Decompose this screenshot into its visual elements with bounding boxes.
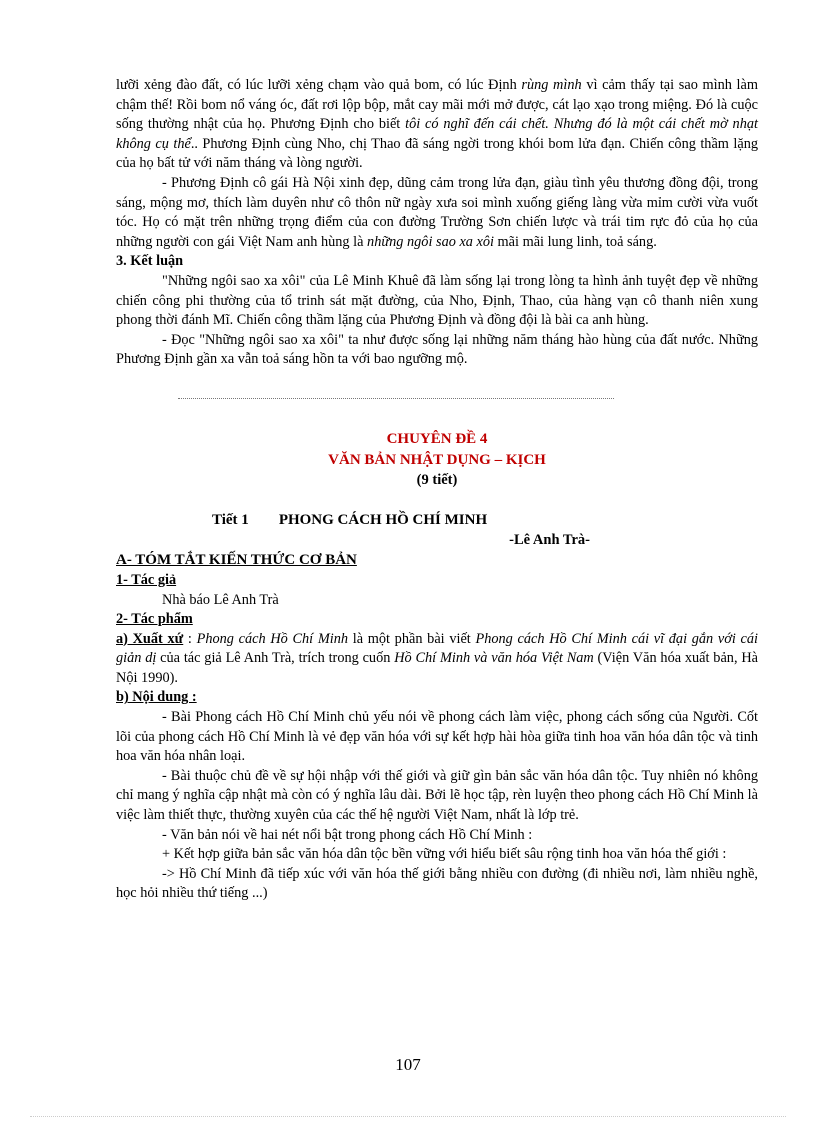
- chuyen-de-name: VĂN BẢN NHẬT DỤNG – KỊCH: [328, 451, 546, 468]
- ket-luan-heading: 3. Kết luận: [116, 253, 184, 270]
- tac-gia-heading: 1- Tác giả: [116, 571, 177, 588]
- section-a-heading: A- TÓM TẮT KIẾN THỨC CƠ BẢN: [116, 551, 357, 568]
- lesson-title: PHONG CÁCH HỒ CHÍ MINH: [278, 511, 488, 528]
- noi-dung-paragraph-5: -> Hồ Chí Minh đã tiếp xúc với văn hóa thế giới bằng nhiều con đường (đi nhiều nơi, làm nhiều nghề, học hỏi nhiều thứ tiếng ...): [116, 865, 758, 902]
- noi-dung-paragraph-4: + Kết hợp giữa bản sắc văn hóa dân tộc bền vững với hiểu biết sâu rộng tinh hoa văn hóa thế giới :: [162, 846, 727, 863]
- lesson-number: Tiết 1: [212, 511, 249, 528]
- paragraph-phuong-dinh: - Phương Định cô gái Hà Nội xinh đẹp, dũng cảm trong lửa đạn, giàu tình yêu thương đồng đội, trong sáng, mộng mơ, thích làm duyên như cô thôn nữ ngày xưa soi mình xuống giếng làng vừa mỉm cười vừa vuốt tóc. Họ có mặt trên những trọng điểm của con đường Trường Sơn chiến lược và trái tim rực đỏ của họ của những người con gái Việt Nam anh hùng là những ngôi sao xa xôi mãi mãi lung linh, toả sáng.: [116, 174, 758, 250]
- paragraph-bomb-life: lưỡi xẻng đào đất, có lúc lưỡi xẻng chạm vào quả bom, có lúc Định rùng mình vì cảm thấy tại sao mình làm chậm thế! Rồi bom nổ váng óc, đất rơi lộp bộp, mắt cay mãi mới mở được, cát lạo xạo trong miệng. Đó là cuộc sống thường nhật của họ. Phương Định cho biết tôi có nghĩ đến cái chết. Nhưng đó là một cái chết mờ nhạt không cụ thể.. Phương Định cùng Nho, chị Thao đã sáng ngời trong khói bom lửa đạn. Chiến công thầm lặng của họ bất tử với năm tháng và lòng người.: [116, 77, 758, 172]
- chuyen-de-number: CHUYÊN ĐỀ 4: [386, 430, 488, 447]
- noi-dung-paragraph-1: - Bài Phong cách Hồ Chí Minh chủ yếu nói về phong cách làm việc, phong cách sống của Người. Cốt lõi của phong cách Hồ Chí Minh là vẻ đẹp văn hóa với sự kết hợp hài hòa giữa tinh hoa văn hóa dân tộc và tinh hoa văn hóa nhân loại.: [116, 709, 758, 765]
- chuyen-de-title: [116, 429, 758, 471]
- noi-dung-paragraph-2: - Bài thuộc chủ đề về sự hội nhập với thế giới và giữ gìn bản sắc văn hóa dân tộc. Tuy nhiên nó không chỉ mang ý nghĩa cập nhật mà còn có ý nghĩa lâu dài. Bởi lẽ học tập, rèn luyện theo phong cách Hồ Chí Minh là việc làm thiết thực, thường xuyên của các thế hệ người Việt Nam, nhất là lớp trẻ.: [116, 767, 758, 824]
- noi-dung-heading: b) Nội dung :: [116, 689, 197, 706]
- page-number: 107: [395, 1055, 421, 1074]
- ket-luan-paragraph-2: - Đọc "Những ngôi sao xa xôi" ta như được sống lại những năm tháng hào hùng của đất nước. Những Phương Định gần xa vẫn toả sáng hồn ta với bao ngưỡng mộ.: [116, 331, 758, 368]
- noi-dung-paragraph-3: - Văn bản nói về hai nét nổi bật trong phong cách Hồ Chí Minh :: [162, 826, 533, 843]
- chuyen-de-periods: (9 tiết): [416, 471, 458, 488]
- lesson-title-row: [116, 510, 758, 531]
- page-content: [116, 76, 758, 904]
- ket-luan-paragraph-1: "Những ngôi sao xa xôi" của Lê Minh Khuê đã làm sống lại trong lòng ta hình ảnh tuyệt đẹp về những chiến công phi thường của tổ trinh sát mặt đường, của Nho, Định, Thao, của hàng vạn cô thanh niên xung phong thời đánh Mĩ. Chiến công thầm lặng của Phương Định và đồng đội là bài ca anh hùng.: [116, 272, 758, 329]
- tac-gia-text: Nhà báo Lê Anh Trà: [162, 591, 279, 608]
- tac-pham-heading: 2- Tác phẩm: [116, 611, 193, 628]
- xuat-xu-paragraph: a) Xuất xứ : Phong cách Hồ Chí Minh là một phần bài viết Phong cách Hồ Chí Minh cái vĩ đại gắn với cái giản dị của tác giả Lê Anh Trà, trích trong cuốn Hồ Chí Minh và văn hóa Việt Nam (Viện Văn hóa xuất bản, Hà Nội 1990).: [116, 630, 759, 686]
- page-bottom-border: [30, 1116, 786, 1117]
- section-separator: [178, 398, 614, 399]
- lesson-author: -Lê Anh Trà-: [509, 531, 590, 548]
